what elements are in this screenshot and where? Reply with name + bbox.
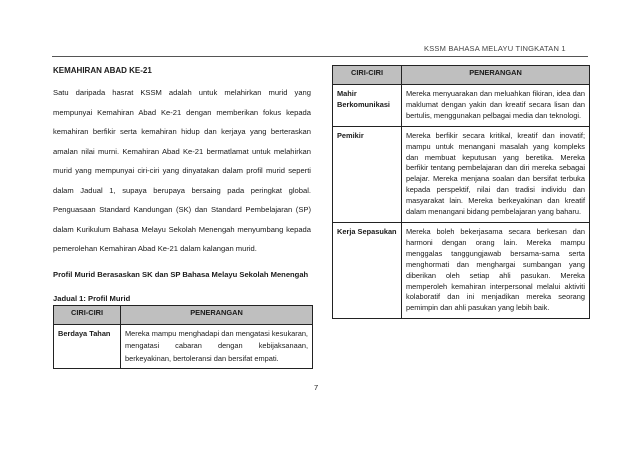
column-header-description: PENERANGAN [402, 66, 590, 85]
intro-paragraph: Satu daripada hasrat KSSM adalah untuk melahirkan murid yang mempunyai Kemahiran Abad Ke-21 dengan memberikan fokus kepada kemahiran berfikir serta kemahiran hidup dan kerjaya yang berteraskan amalan nilai murni. Kemahiran Abad Ke-21 bermatlamat untuk melahirkan murid yang mempunyai ciri-ciri yang dinyatakan dalam profil murid seperti dalam Jadual 1, supaya berupaya bersaing pada peringkat global. Penguasaan Standard Kandungan (SK) dan Standard Pembelajaran (SP) dalam Kurikulum Bahasa Melayu Sekolah Menengah menyumbang kepada pemerolehan Kemahiran Abad Ke-21 dalam kalangan murid. [53, 88, 311, 253]
table-header-row [54, 306, 313, 325]
column-header-description: PENERANGAN [121, 306, 313, 325]
header-divider [52, 56, 588, 57]
table-header-row [333, 66, 590, 85]
table-row [333, 85, 590, 127]
left-column [53, 66, 311, 303]
section-title: KEMAHIRAN ABAD KE-21 [53, 66, 152, 75]
table-row [333, 222, 590, 318]
profile-subheading: Profil Murid Berasaskan SK dan SP Bahasa Melayu Sekolah Menengah [53, 269, 309, 279]
profile-table-left [53, 305, 313, 369]
column-header-traits: CIRI-CIRI [54, 306, 121, 325]
description-cell: Mereka boleh bekerjasama secara berkesan dan harmoni dengan orang lain. Mereka mampu menggalas tanggungjawab bersama-sama serta menghormati dan menghargai sumbangan yang diberikan oleh setiap ahli pasukan. Mereka memperoleh kemahiran interpersonal melalui aktiviti kolaboratif dan ini menjadikan mereka seorang pemimpin dan ahli pasukan yang lebih baik. [402, 222, 590, 318]
table-caption: Jadual 1: Profil Murid [53, 293, 131, 303]
column-header-traits: CIRI-CIRI [333, 66, 402, 85]
trait-cell: Mahir Berkomunikasi [333, 85, 402, 127]
table-row [54, 325, 313, 369]
description-cell: Mereka mampu menghadapi dan mengatasi kesukaran, mengatasi cabaran dengan kebijaksanaan, berkeyakinan, bertoleransi dan bersifat empati. [121, 325, 313, 369]
table-row [333, 126, 590, 222]
page-number: 7 [314, 383, 319, 392]
trait-cell: Pemikir [333, 126, 402, 222]
trait-cell: Berdaya Tahan [54, 325, 121, 369]
profile-table-right [332, 65, 590, 319]
running-header: KSSM BAHASA MELAYU TINGKATAN 1 [424, 44, 566, 53]
trait-cell: Kerja Sepasukan [333, 222, 402, 318]
description-cell: Mereka menyuarakan dan meluahkan fikiran, idea dan maklumat dengan yakin dan kreatif secara lisan dan bertulis, menggunakan pelbagai media dan teknologi. [402, 85, 590, 127]
description-cell: Mereka berfikir secara kritikal, kreatif dan inovatif; mampu untuk menangani masalah yang kompleks dan membuat keputusan yang beretika. Mereka berfikir tentang pembelajaran dan diri mereka sebagai pelajar. Mereka menjana soalan dan bersifat terbuka kepada perspektif, nilai dan tradisi individu dan masyarakat lain. Mereka berkeyakinan dan kreatif dalam menangani bidang pembelajaran yang baharu. [402, 126, 590, 222]
